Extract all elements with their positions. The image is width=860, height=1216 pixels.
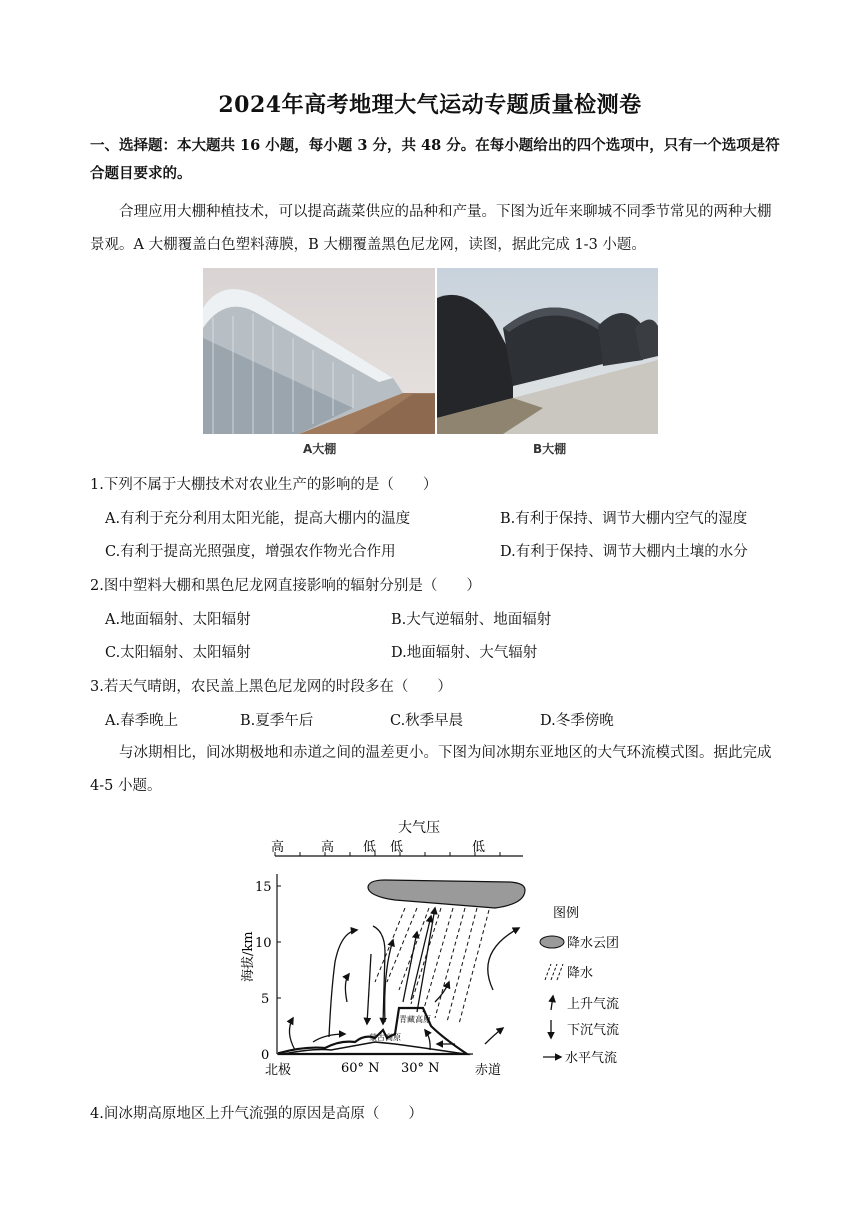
question-1-stem: 1.下列不属于大棚技术对农业生产的影响的是（ ） [90,477,438,493]
question-1-option-d: D.有利于保持、调节大棚内土壤的水分 [500,544,748,560]
question-3-option-a: A.春季晚上 [105,713,179,729]
diagram-legend [540,906,619,1066]
question-2-option-c: C.太阳辐射、太阳辐射 [105,645,251,661]
pressure-tick-5: 低 [472,840,486,855]
question-3-stem: 3.若天气晴朗，农民盖上黑色尼龙网的时段多在（ ） [90,679,452,695]
question-1-option-c: C.有利于提高光照强度，增强农作物光合作用 [105,544,396,560]
photo-a-caption: A大棚 [303,442,337,456]
photo-b-caption: B大棚 [533,442,567,456]
legend-title: 图例 [553,906,580,921]
legend-rising-symbol [551,996,553,1010]
greenhouse-photos [203,268,658,460]
pressure-label: 大气压 [398,820,440,836]
question-3-option-d: D.冬季傍晚 [540,713,614,729]
question-2-stem: 2.图中塑料大棚和黑色尼龙网直接影响的辐射分别是（ ） [90,578,481,594]
legend-item-sinking: 下沉气流 [567,1023,620,1038]
section-instruction: 一、选择题：本大题共 16 小题，每小题 3 分，共 48 分。在每小题给出的四个选项中，只有一个选项是符合题目要求的。 [90,137,780,182]
legend-cloud-symbol [540,936,564,948]
mongolia-plateau-label: 蒙古高原 [369,1033,401,1042]
y-tick-10: 10 [255,936,272,951]
legend-item-rising: 上升气流 [567,997,620,1012]
y-tick-0: 0 [261,1048,270,1063]
x-tick-30n: 30° N [401,1061,440,1076]
pressure-tick-4: 低 [390,840,404,855]
x-tick-north-pole: 北极 [265,1063,292,1078]
question-2-option-a: A.地面辐射、太阳辐射 [105,612,251,628]
legend-item-horizontal: 水平气流 [565,1051,618,1066]
photo-a [203,268,435,434]
pressure-tick-1: 高 [271,840,285,855]
legend-item-cloud: 降水云团 [567,936,620,951]
greenhouse-photo-image [203,268,658,460]
circulation-diagram [235,812,625,1084]
question-2-option-d: D.地面辐射、大气辐射 [391,645,538,661]
photo-b [437,268,658,434]
question-4-stem: 4.间冰期高原地区上升气流强的原因是高原（ ） [90,1106,423,1122]
tibet-plateau-label: 青藏高原 [399,1015,431,1024]
pressure-tick-3: 低 [363,840,377,855]
x-tick-60n: 60° N [341,1061,380,1076]
legend-precip-symbol [545,964,563,980]
x-tick-equator: 赤道 [475,1063,502,1078]
page-title: 2024年高考地理大气运动专题质量检测卷 [218,92,642,118]
pressure-tick-2: 高 [321,840,335,855]
y-tick-5: 5 [261,992,270,1007]
passage-1: 合理应用大棚种植技术，可以提高蔬菜供应的品种和产量。下图为近年来聊城不同季节常见的两种大棚景观。A 大棚覆盖白色塑料薄膜，B 大棚覆盖黑色尼龙网，读图，据此完成 1-3 小题。 [90,204,772,253]
y-axis-label: 海拔/km [241,931,256,982]
question-1-option-b: B.有利于保持、调节大棚内空气的湿度 [500,511,748,527]
question-1-option-a: A.有利于充分利用太阳光能，提高大棚内的温度 [105,511,411,527]
passage-2: 与冰期相比，间冰期极地和赤道之间的温差更小。下图为间冰期东亚地区的大气环流模式图。据此完成 4-5 小题。 [90,745,772,794]
precipitation-cloud [368,880,525,908]
question-2-option-b: B.大气逆辐射、地面辐射 [391,612,552,628]
question-3-option-c: C.秋季早晨 [390,713,464,729]
terrain-profile [279,1008,467,1054]
legend-item-precipitation: 降水 [567,966,594,981]
question-3-option-b: B.夏季午后 [240,713,314,729]
y-tick-15: 15 [255,880,272,895]
